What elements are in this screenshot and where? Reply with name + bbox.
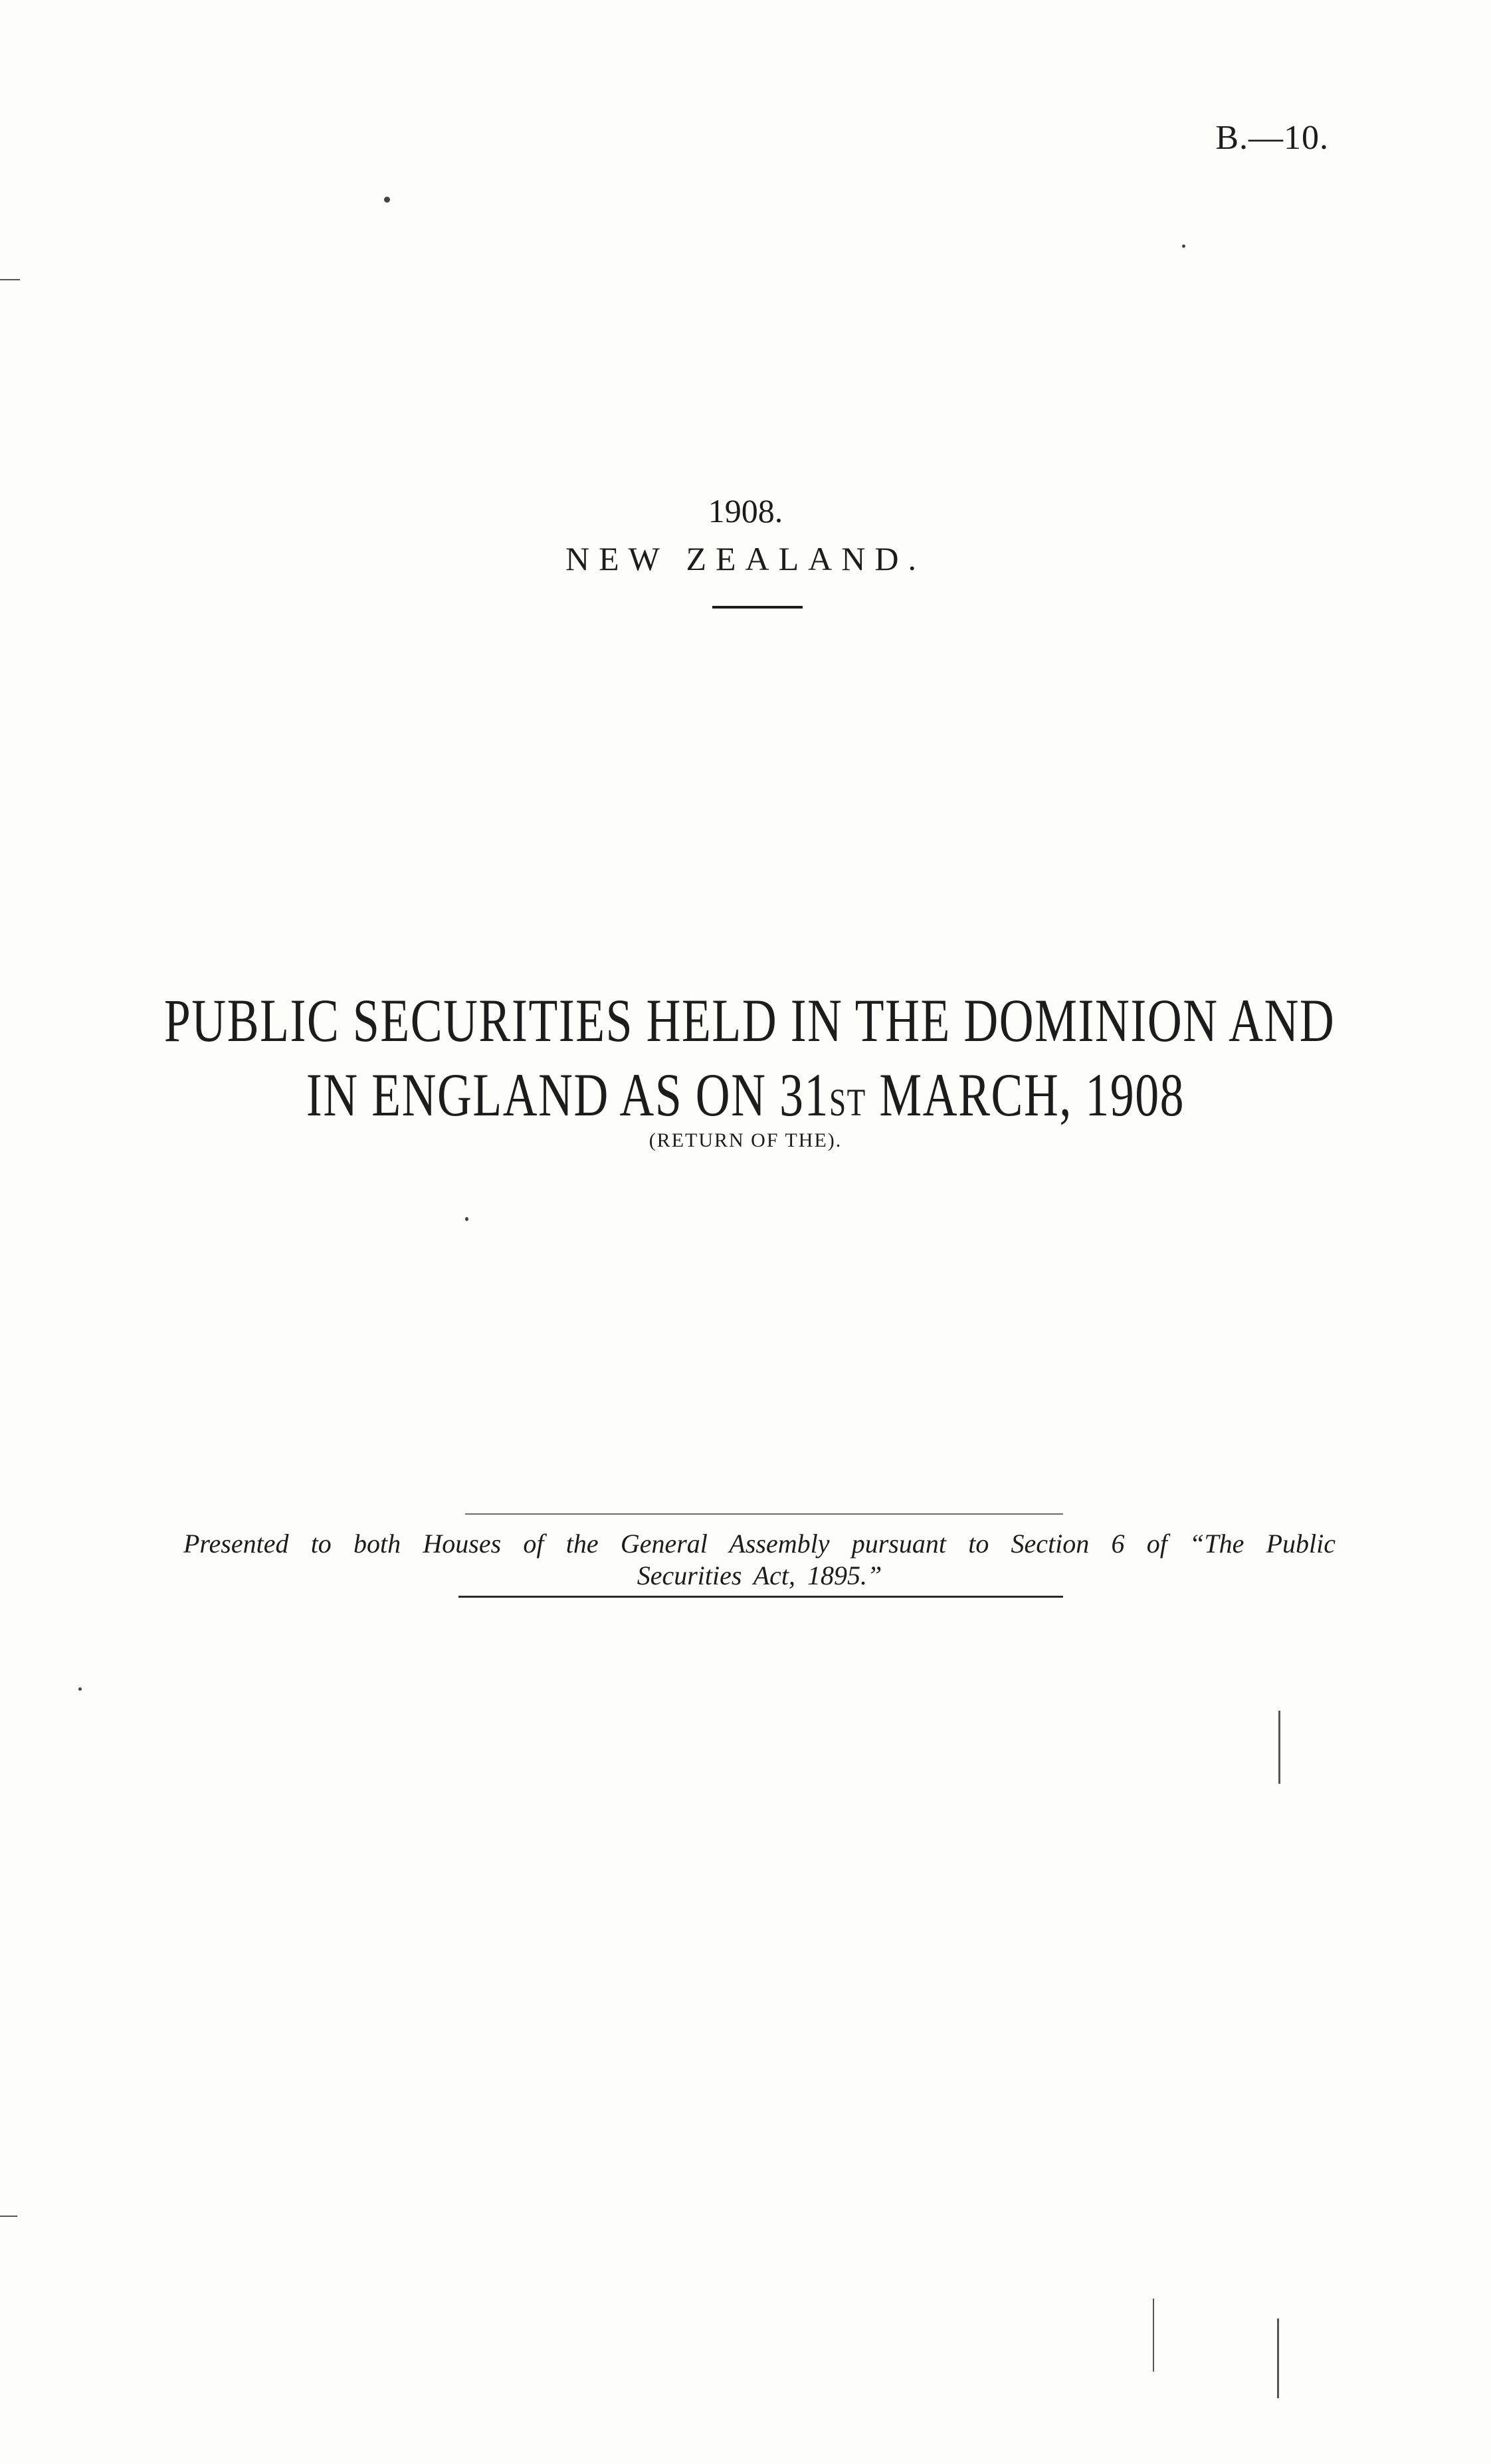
- title-line-2-start: IN ENGLAND AS ON 31: [306, 1061, 829, 1129]
- scan-speck: [78, 1687, 82, 1691]
- scan-speck: [384, 197, 390, 203]
- presented-line-2: Securities Act, 1895.”: [637, 1561, 882, 1590]
- country-heading: NEW ZEALAND.: [565, 540, 926, 577]
- title-line-1: PUBLIC SECURITIES HELD IN THE DOMINION AND: [163, 987, 1336, 1054]
- scan-edge-mark: [1153, 2299, 1154, 2372]
- document-subtitle: (RETURN OF THE).: [648, 1129, 843, 1151]
- scan-edge-mark: [0, 279, 20, 280]
- presented-bottom-rule: [458, 1596, 1063, 1598]
- scan-edge-mark: [1278, 1711, 1280, 1784]
- scan-edge-mark: [0, 2216, 17, 2217]
- title-ordinal-suffix: ST: [829, 1081, 866, 1124]
- presented-note: [183, 1528, 1336, 1592]
- scan-speck: [465, 1217, 468, 1221]
- scan-speck: [1182, 244, 1185, 248]
- document-reference: B.—10.: [1215, 119, 1329, 157]
- presented-top-rule: [465, 1513, 1063, 1515]
- publication-year: 1908.: [708, 492, 783, 529]
- document-title: [163, 983, 1336, 1140]
- title-line-2-end: MARCH, 1908: [866, 1061, 1185, 1129]
- heading-divider: [712, 606, 803, 609]
- scan-edge-mark: [1277, 2319, 1279, 2398]
- title-line-2: [164, 1058, 1327, 1140]
- presented-line-1: Presented to both Houses of the General Assembly pursuant to Section 6 of “The Public: [183, 1529, 1336, 1559]
